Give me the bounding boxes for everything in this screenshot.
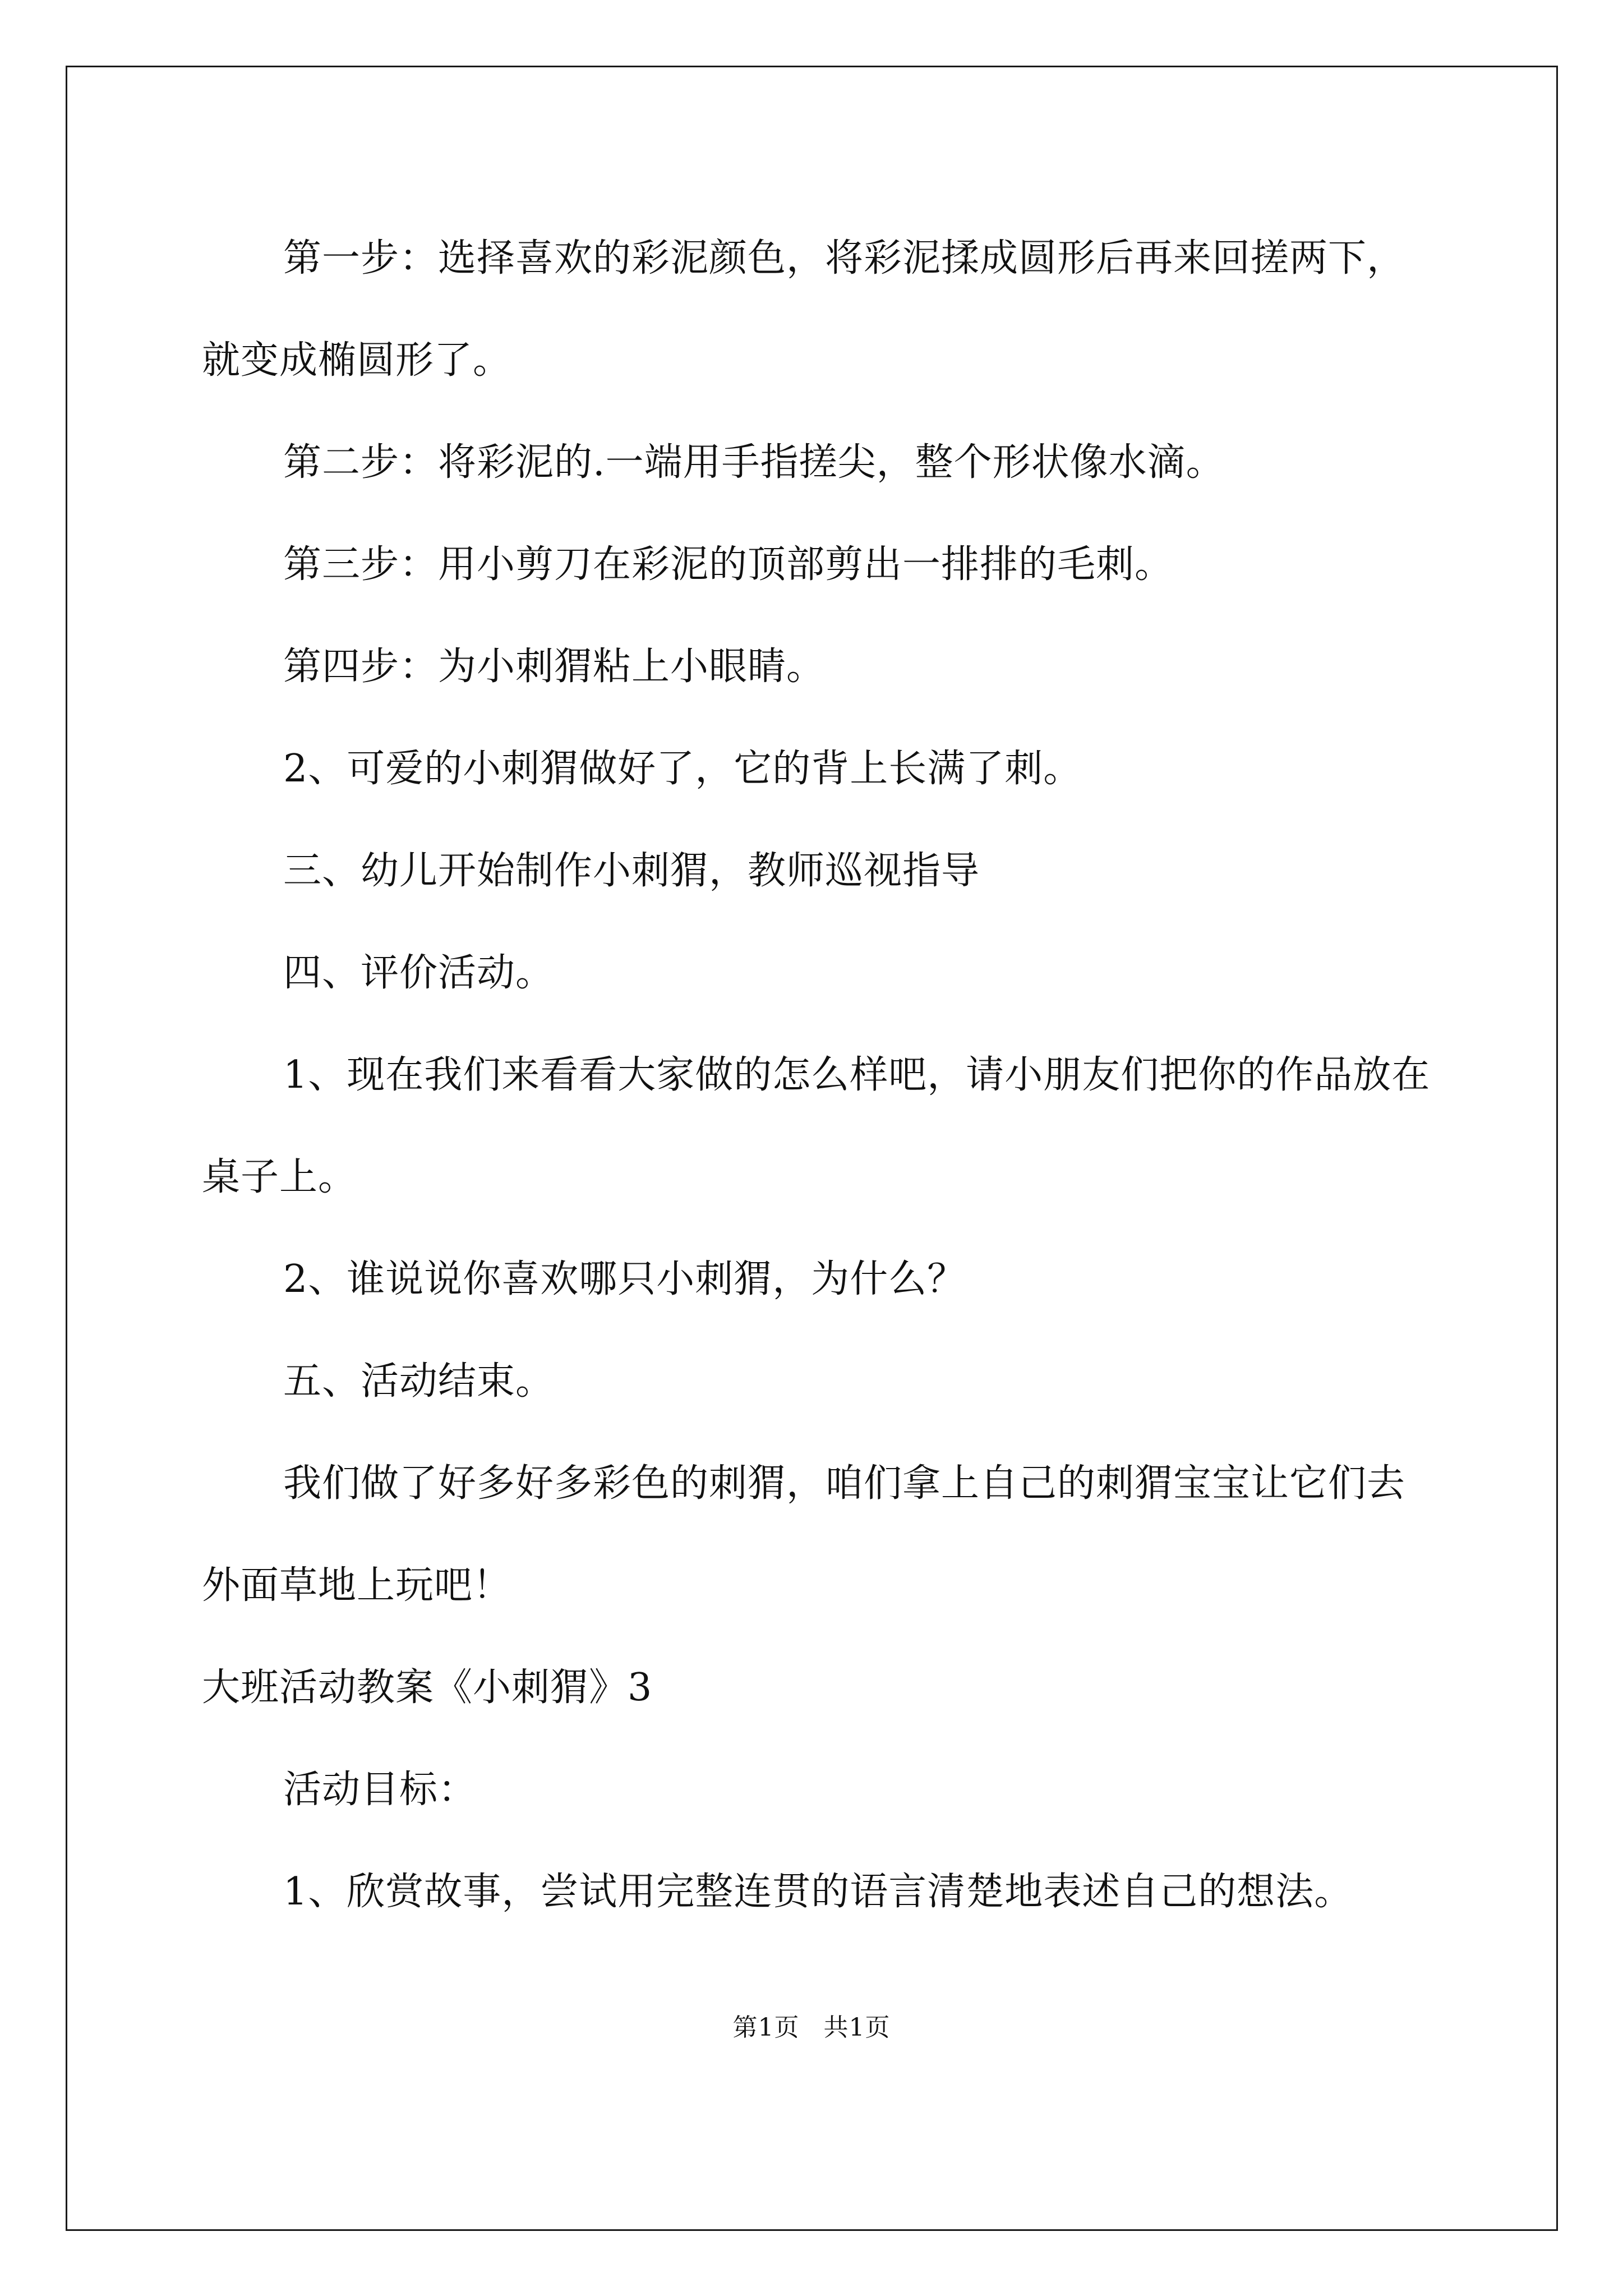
document-body	[202, 208, 1436, 1943]
paragraph: 第四步：为小刺猬粘上小眼睛。	[283, 645, 826, 689]
section-heading: 大班活动教案《小刺猬》3	[202, 1665, 653, 1710]
paragraph: 四、评价活动。	[283, 951, 555, 995]
paragraph: 2、谁说说你喜欢哪只小刺猬，为什么？	[283, 1257, 966, 1301]
paragraph: 活动目标：	[283, 1768, 477, 1812]
paragraph: 2、可爱的小刺猬做好了，它的背上长满了刺。	[283, 747, 1082, 791]
page-footer	[0, 2011, 1623, 2045]
paragraph: 第一步：选择喜欢的彩泥颜色，将彩泥揉成圆形后再来回搓两下，就变成椭圆形了。	[202, 236, 1406, 383]
page-total: 共1页	[823, 2013, 891, 2042]
page-number: 第1页	[732, 2013, 800, 2042]
paragraph: 1、欣赏故事，尝试用完整连贯的语言清楚地表述自己的想法。	[283, 1870, 1353, 1914]
paragraph: 1、现在我们来看看大家做的怎么样吧，请小朋友们把你的作品放在桌子上。	[202, 1053, 1431, 1199]
paragraph: 我们做了好多好多彩色的刺猬，咱们拿上自己的刺猬宝宝让它们去外面草地上玩吧！	[202, 1461, 1406, 1608]
paragraph: 第二步：将彩泥的.一端用手指搓尖，整个形状像水滴。	[283, 440, 1225, 485]
paragraph: 三、幼儿开始制作小刺猬，教师巡视指导	[283, 849, 980, 893]
paragraph: 五、活动结束。	[283, 1359, 555, 1404]
paragraph: 第三步：用小剪刀在彩泥的顶部剪出一排排的毛刺。	[283, 542, 1174, 587]
